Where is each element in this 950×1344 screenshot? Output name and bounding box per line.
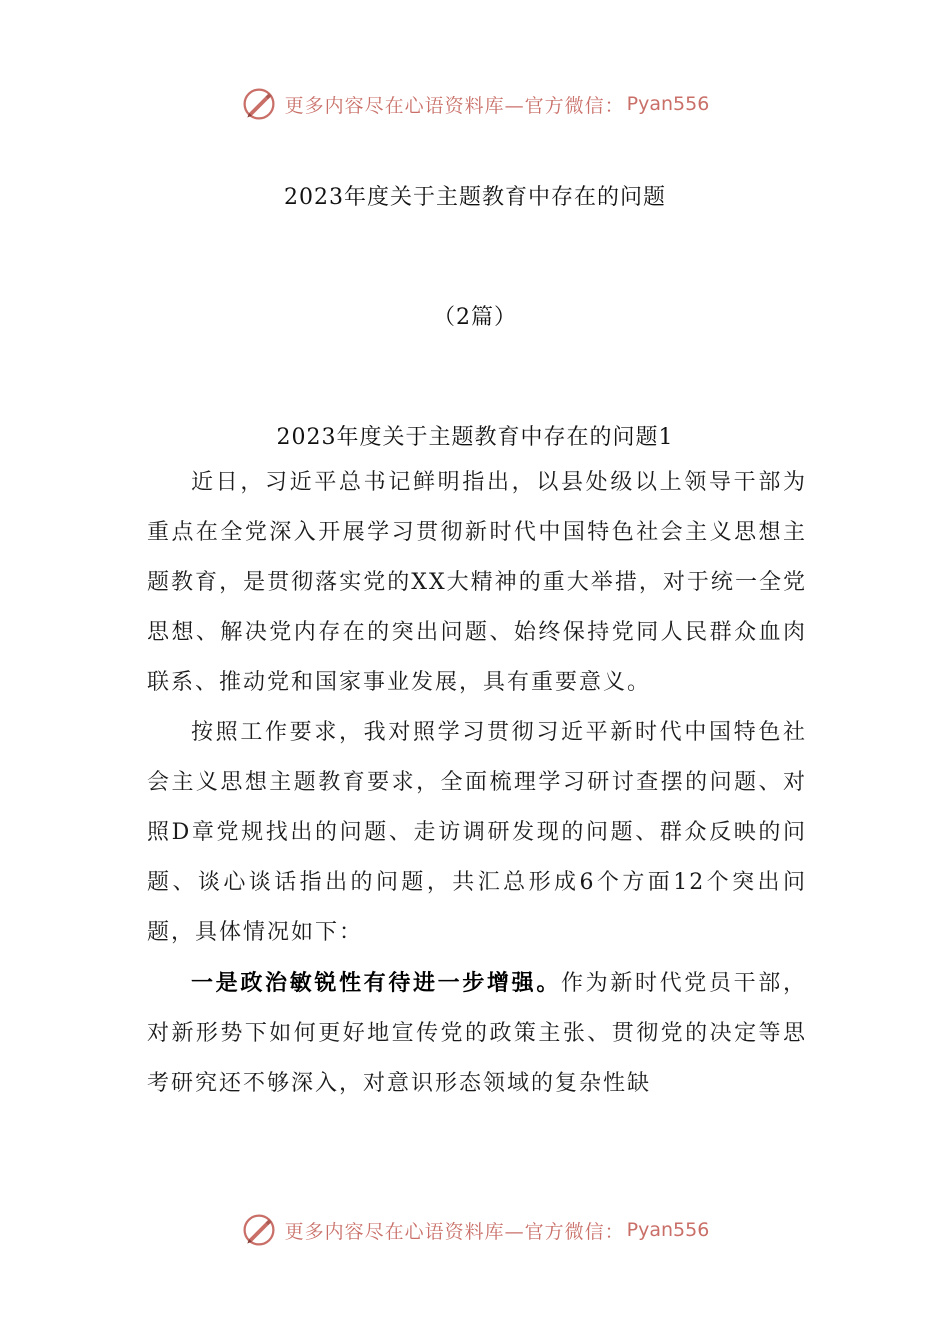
paragraph-intro: 近日，习近平总书记鲜明指出，以县处级以上领导干部为重点在全党深入开展学习贯彻新时代中国特色社会主义思想主题教育，是贯彻落实党的XX大精神的重大举措，对于统一全党思想、解决党内存在的突出问题、始终保持党同人民群众血肉联系、推动党和国家事业发展，具有重要意义。	[147, 470, 807, 695]
paragraph-requirements: 按照工作要求，我对照学习贯彻习近平新时代中国特色社会主义思想主题教育要求，全面梳理学习研讨查摆的问题、对照D章党规找出的问题、走访调研发现的问题、群众反映的问题、谈心谈话指出的问题，共汇总形成6个方面12个突出问题，具体情况如下：	[147, 720, 807, 945]
document-subtitle: （2篇）	[433, 305, 517, 330]
pen-logo-icon	[241, 86, 277, 122]
section-title: 2023年度关于主题教育中存在的问题1	[276, 425, 674, 450]
pen-logo-icon	[241, 1212, 277, 1248]
watermark-handle: Pyan556	[626, 1219, 710, 1241]
issue-one-text: 作为新时代党员干部，对新形势下如何更好地宣传党的政策主张、贯彻党的决定等思考研究还不够深入，对意识形态领域的复杂性缺	[147, 971, 807, 1096]
document-body	[147, 458, 807, 1109]
watermark-handle: Pyan556	[626, 93, 710, 115]
paragraph-issue-one	[147, 958, 807, 1109]
watermark-text: 更多内容尽在心语资料库—官方微信：	[284, 1220, 625, 1243]
watermark-footer	[0, 1210, 950, 1250]
issue-one-heading: 一是政治敏锐性有待进一步增强。	[191, 970, 561, 996]
document-title: 2023年度关于主题教育中存在的问题	[284, 185, 666, 210]
watermark-header	[0, 84, 950, 124]
watermark-text: 更多内容尽在心语资料库—官方微信：	[284, 94, 625, 117]
